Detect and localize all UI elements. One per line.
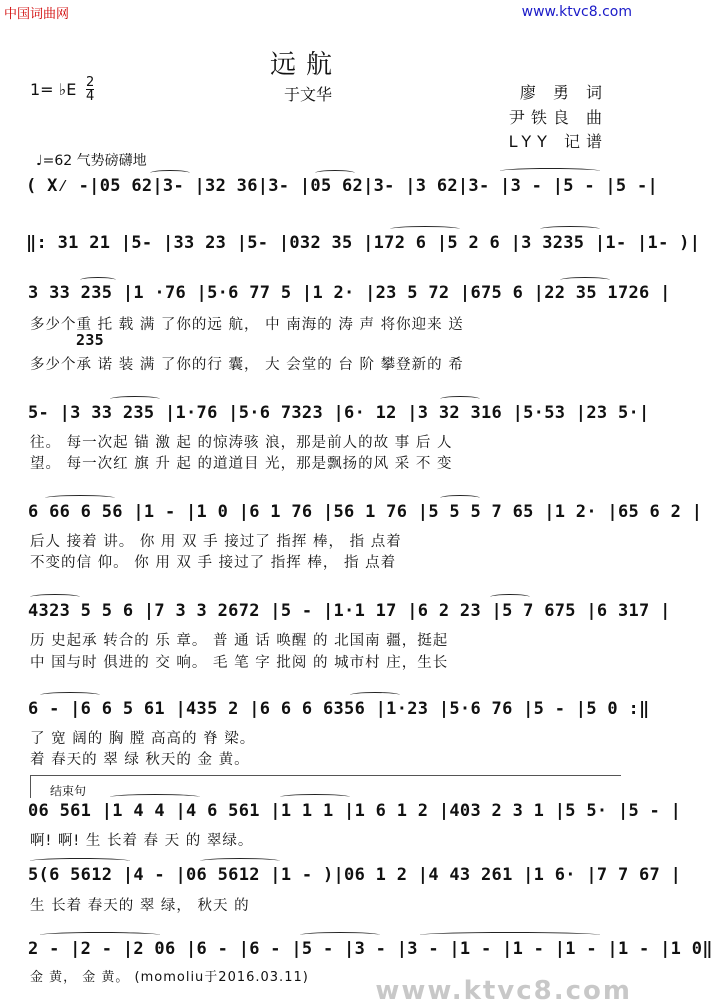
staff-1-notes: ( X⁄ -|05 62|3- |32 36|3- |05 62|3- |3 62|3- |3 - |5 - |5 -| (26, 176, 659, 196)
site-url-right: www.ktvc8.com (521, 4, 632, 20)
site-name-left: 中国词曲网 (4, 7, 70, 22)
staff-9-lyrics: 生 长着 春天的 翠 绿， 秋天 的 (30, 898, 250, 914)
staff-3-lyrics-2: 多少个承 诺 装 满 了你的行 囊， 大 会堂的 台 阶 攀登新的 希 (30, 357, 464, 373)
singer-name: 于文华 (284, 85, 333, 104)
song-title: 远航 (270, 50, 343, 80)
time-top: 2 (86, 75, 95, 90)
credit-composer: 尹铁良 曲 (508, 108, 608, 127)
staff-6-lyrics-2: 中 国与时 俱进的 交 响。 毛 笔 字 批阅 的 城市村 庄，生长 (30, 655, 449, 671)
staff-8-lyrics: 啊! 啊! 生 长着 春 天 的 翠绿。 (30, 833, 254, 849)
staff-9-notes: 5(6 5612 |4 - |06 5612 |1 - )|06 1 2 |4 43 261 |1 6· |7 7 67 | (28, 865, 682, 885)
staff-4-lyrics-2: 望。 每一次红 旗 升 起 的道道目 光，那是飘扬的风 采 不 变 (30, 456, 453, 472)
staff-4-notes: 5- |3 33 235 |1·76 |5·6 7323 |6· 12 |3 32 316 |5·53 |23 5·| (28, 403, 650, 423)
staff-2-notes: ‖: 31 21 |5- |33 23 |5- |032 35 |172 6 |5 2 6 |3 3235 |1- |1- )| (26, 233, 701, 253)
staff-6-lyrics-1: 历 史起承 转合的 乐 章。 普 通 话 唤醒 的 北国南 疆，挺起 (30, 633, 449, 649)
staff-10-lyrics: 金 黄， 金 黄。 (momoliu于2016.03.11) (30, 970, 309, 985)
ending-section-label: 结束句 (50, 784, 87, 798)
credit-transcriber: LYY 记谱 (508, 132, 608, 151)
staff-7-lyrics-2: 着 春天的 翠 绿 秋天的 金 黄。 (30, 752, 250, 768)
staff-8-notes: 06 561 |1 4 4 |4 6 561 |1 1 1 |1 6 1 2 |403 2 3 1 |5 5· |5 - | (28, 801, 682, 821)
staff-7-lyrics-1: 了 宽 阔的 胸 膛 高高的 脊 梁。 (30, 731, 256, 747)
staff-5-lyrics-2: 不变的信 仰。 你 用 双 手 接过了 指挥 棒， 指 点着 (30, 555, 397, 571)
staff-7-notes: 6 - |6 6 5 61 |435 2 |6 6 6 6356 |1·23 |5·6 76 |5 - |5 0 :‖ (28, 699, 650, 719)
tempo-marking: ♩=62 气势磅礴地 (36, 153, 147, 169)
staff-3-extra-notes: 235 (76, 331, 104, 349)
time-signature (86, 76, 94, 103)
staff-3-notes: 3 33 235 |1 ·76 |5·6 77 5 |1 2· |23 5 72 |675 6 |22 35 1726 | (28, 283, 671, 303)
staff-3-lyrics-1: 多少个重 托 载 满 了你的远 航， 中 南海的 涛 声 将你迎来 送 (30, 317, 464, 333)
credit-lyricist: 廖 勇 词 (519, 83, 608, 102)
key-signature: 1= ♭E (30, 80, 77, 99)
staff-5-lyrics-1: 后人 接着 讲。 你 用 双 手 接过了 指挥 棒， 指 点着 (30, 534, 402, 550)
staff-5-notes: 6 66 6 56 |1 - |1 0 |6 1 76 |56 1 76 |5 5 5 7 65 |1 2· |65 6 2 | (28, 502, 703, 522)
staff-4-lyrics-1: 往。 每一次起 锚 激 起 的惊涛骇 浪，那是前人的故 事 后 人 (30, 435, 453, 451)
time-bottom: 4 (86, 89, 95, 104)
staff-6-notes: 4323 5 5 6 |7 3 3 2672 |5 - |1·1 17 |6 2 23 |5 7 675 |6 317 | (28, 601, 671, 621)
staff-10-notes: 2 - |2 - |2 06 |6 - |6 - |5 - |3 - |3 - |1 - |1 - |1 - |1 - |1 0‖ (28, 939, 713, 959)
site-watermark: www.ktvc8.com (375, 976, 632, 1006)
